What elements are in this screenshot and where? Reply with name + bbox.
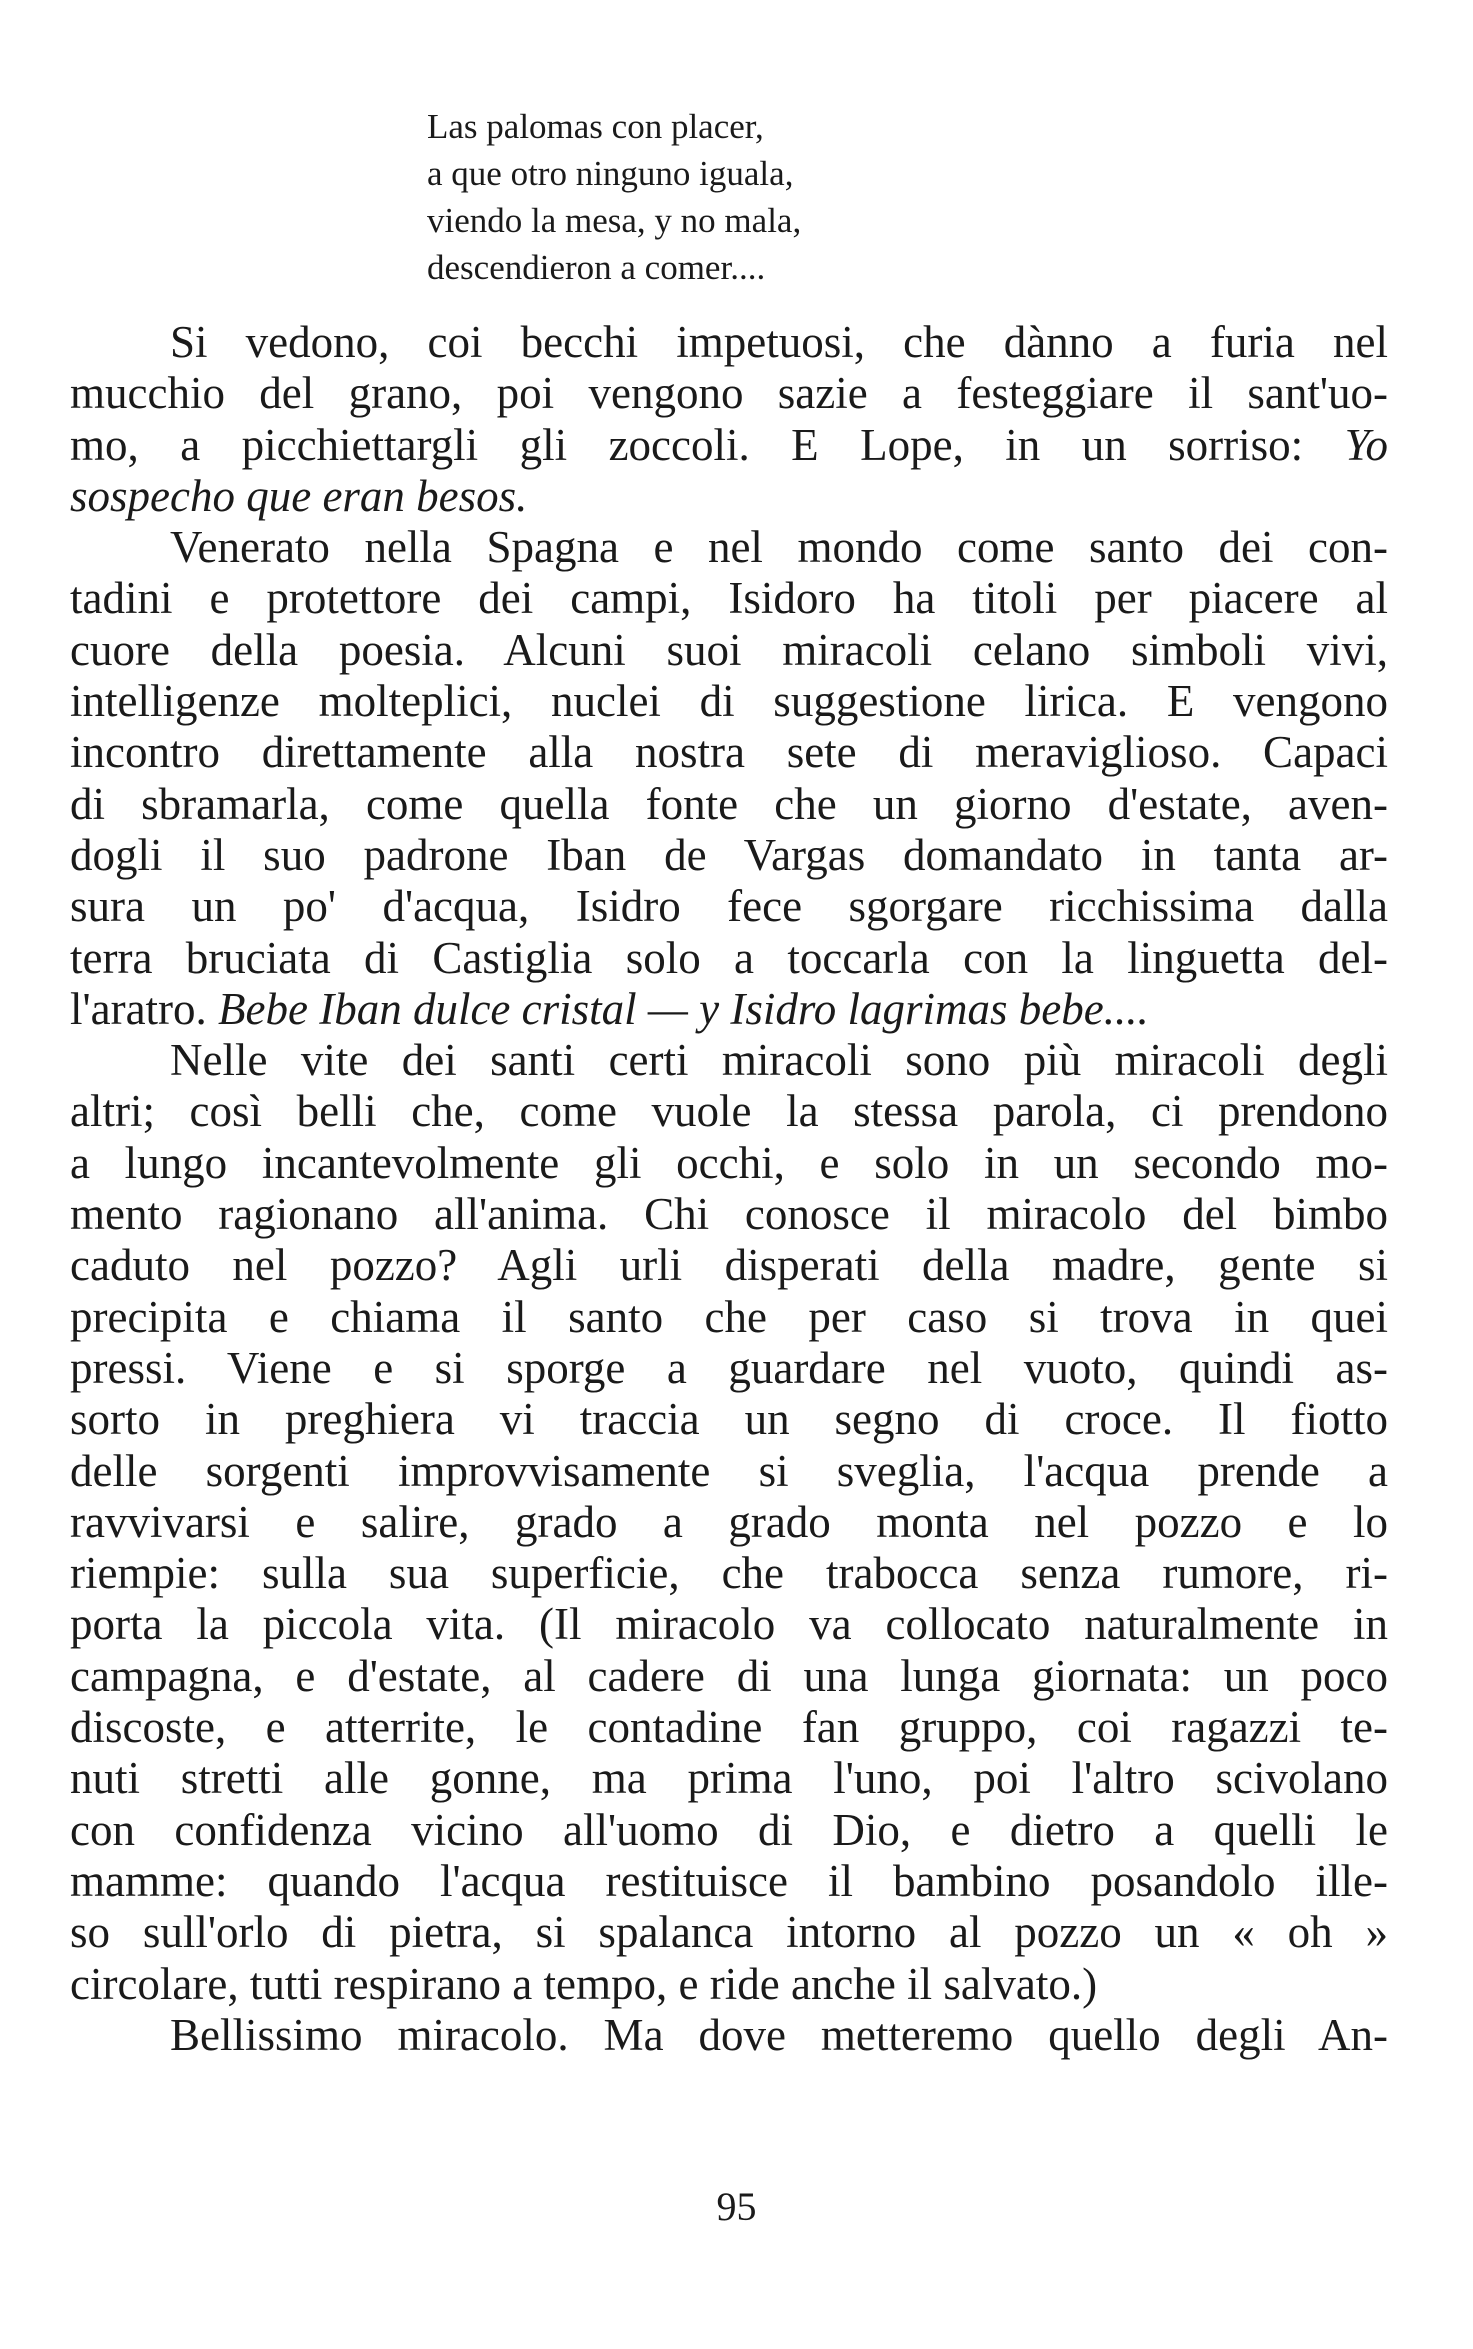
text-line: tadini e protettore dei campi, Isidoro ha titoli per piacere al: [70, 573, 1388, 624]
text-line: mo, a picchiettargli gli zoccoli. E Lope, in un sorriso: Yo: [70, 419, 1388, 470]
text-line: di sbramarla, come quella fonte che un giorno d'estate, aven-: [70, 778, 1388, 829]
text-line: Venerato nella Spagna e nel mondo come santo dei con-: [170, 522, 1388, 573]
text-line: precipita e chiama il santo che per caso si trova in quei: [70, 1291, 1388, 1342]
text-line: so sull'orlo di pietra, si spalanca intorno al pozzo un « oh »: [70, 1907, 1388, 1958]
italic-quote: Yo: [1344, 419, 1388, 470]
text-line: campagna, e d'estate, al cadere di una lunga giornata: un poco: [70, 1650, 1388, 1701]
text-line: Si vedono, coi becchi impetuosi, che dànno a furia nel: [170, 317, 1388, 367]
verse-line: a que otro ninguno iguala,: [427, 154, 794, 193]
text-line: [70, 471, 1388, 522]
text-line: delle sorgenti improvvisamente si sveglia, l'acqua prende a: [70, 1445, 1388, 1496]
text-line: mucchio del grano, poi vengono sazie a festeggiare il sant'uo-: [70, 368, 1388, 419]
text-line: ravvivarsi e salire, grado a grado monta nel pozzo e lo: [70, 1496, 1388, 1547]
verse-line: descendieron a comer....: [427, 248, 766, 287]
text-line: incontro direttamente alla nostra sete di meraviglioso. Capaci: [70, 727, 1388, 778]
text-line: mento ragionano all'anima. Chi conosce il miracolo del bimbo: [70, 1189, 1388, 1240]
text-line: a lungo incantevolmente gli occhi, e solo in un secondo mo-: [70, 1137, 1388, 1188]
text-line: caduto nel pozzo? Agli urli disperati della madre, gente si: [70, 1240, 1388, 1291]
text-line: dogli il suo padrone Iban de Vargas domandato in tanta ar-: [70, 829, 1388, 880]
text-line: porta la piccola vita. (Il miracolo va collocato naturalmente in: [70, 1599, 1388, 1650]
text-line: sura un po' d'acqua, Isidro fece sgorgare ricchissima dalla: [70, 881, 1388, 932]
text-line: nuti stretti alle gonne, ma prima l'uno, poi l'altro scivolano: [70, 1753, 1388, 1804]
verse-line: viendo la mesa, y no mala,: [427, 201, 802, 240]
verse-line: Las palomas con placer,: [427, 107, 764, 146]
text-line: cuore della poesia. Alcuni suoi miracoli celano simboli vivi,: [70, 624, 1388, 675]
text-line: riempie: sulla sua superficie, che trabocca senza rumore, ri-: [70, 1548, 1388, 1599]
text-line: intelligenze molteplici, nuclei di suggestione lirica. E vengono: [70, 676, 1388, 727]
text-line: mamme: quando l'acqua restituisce il bambino posandolo ille-: [70, 1855, 1388, 1906]
text-line: l'aratro. Bebe Iban dulce cristal — y Isidro lagrimas bebe....: [70, 983, 1149, 1034]
text-line: discoste, e atterrite, le contadine fan gruppo, coi ragazzi te-: [70, 1702, 1388, 1753]
text-line: circolare, tutti respirano a tempo, e ride anche il salvato.): [70, 1958, 1098, 2009]
text-line: Nelle vite dei santi certi miracoli sono più miracoli degli: [170, 1035, 1388, 1086]
text-line: altri; così belli che, come vuole la stessa parola, ci prendono: [70, 1086, 1388, 1137]
text-line: sorto in preghiera vi traccia un segno di croce. Il fiotto: [70, 1394, 1388, 1445]
text-line: terra bruciata di Castiglia solo a toccarla con la linguetta del-: [70, 932, 1388, 983]
text-line: con confidenza vicino all'uomo di Dio, e dietro a quelli le: [70, 1804, 1388, 1855]
text-line: pressi. Viene e si sporge a guardare nel vuoto, quindi as-: [70, 1342, 1388, 1393]
italic-quote: sospecho que eran besos.: [70, 470, 528, 521]
body-text: [70, 317, 1388, 2061]
verse-quotation: [427, 103, 1127, 291]
page-number: 95: [716, 2184, 757, 2229]
text-line: Bellissimo miracolo. Ma dove metteremo quello degli An-: [170, 2009, 1388, 2060]
italic-quote: Bebe Iban dulce cristal — y Isidro lagrimas bebe....: [218, 983, 1149, 1034]
